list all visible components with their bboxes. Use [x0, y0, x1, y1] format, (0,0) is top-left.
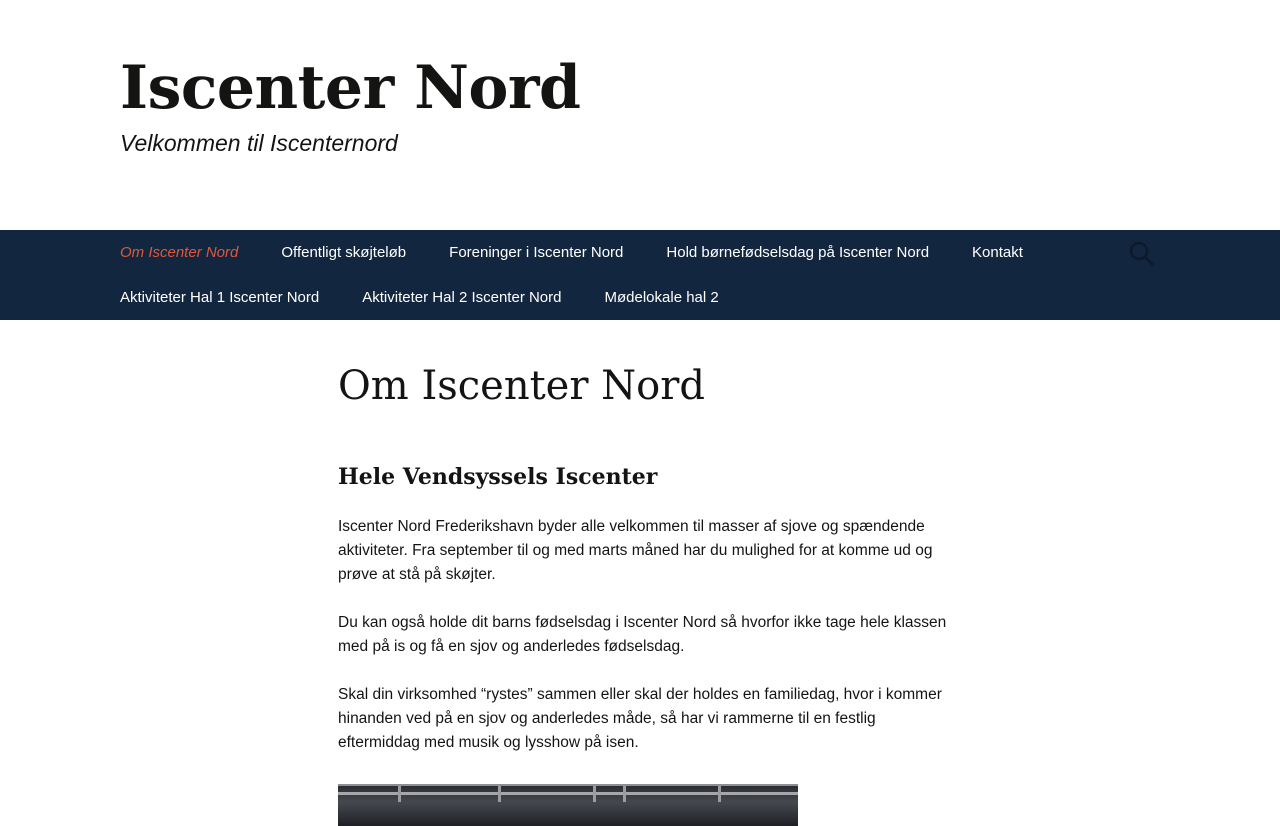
site-header: [0, 0, 1280, 230]
nav-row-primary: [120, 230, 1066, 275]
ice-rink-photo: [338, 784, 798, 826]
nav-item-bornefodselsdag[interactable]: Hold børnefødselsdag på Iscenter Nord: [666, 244, 930, 261]
photo-rail: [338, 792, 798, 795]
nav-item-kontakt[interactable]: Kontakt: [972, 244, 1023, 261]
nav-item-aktiviteter-hal-1[interactable]: Aktiviteter Hal 1 Iscenter Nord: [120, 289, 320, 306]
nav-item-offentligt-skojtelob[interactable]: Offentligt skøjteløb: [281, 244, 407, 261]
intro-paragraph: Iscenter Nord Frederikshavn byder alle velkommen til masser af sjove og spændende aktiviteter. Fra september til og med marts måned har du mulighed for at komme ud og prøve at stå på skøjter.: [338, 518, 933, 583]
nav-item-foreninger[interactable]: Foreninger i Iscenter Nord: [449, 244, 624, 261]
nav-item-modelokale-hal-2[interactable]: Mødelokale hal 2: [604, 289, 719, 306]
page-title: Om Iscenter Nord: [338, 363, 705, 409]
search-icon: [1126, 238, 1156, 268]
birthday-paragraph: Du kan også holde dit barns fødselsdag i Iscenter Nord så hvorfor ikke tage hele klassen med på is og få en sjov og anderledes fødselsdag.: [338, 614, 947, 655]
main-navigation: [0, 230, 1280, 320]
search-button[interactable]: [1126, 238, 1156, 268]
nav-item-om-iscenter-nord[interactable]: Om Iscenter Nord: [120, 244, 239, 261]
nav-item-aktiviteter-hal-2[interactable]: Aktiviteter Hal 2 Iscenter Nord: [362, 289, 562, 306]
nav-row-secondary: [120, 275, 762, 320]
section-heading: Hele Vendsyssels Iscenter: [338, 464, 658, 490]
company-paragraph: Skal din virksomhed “rystes” sammen eller skal der holdes en familiedag, hvor i kommer hinanden ved på en sjov og anderledes måde, så har vi rammerne til en festlig eftermiddag med musik og lysshow på isen.: [338, 686, 942, 751]
site-title[interactable]: Iscenter Nord: [120, 53, 581, 123]
site-description: Velkommen til Iscenternord: [120, 130, 398, 156]
